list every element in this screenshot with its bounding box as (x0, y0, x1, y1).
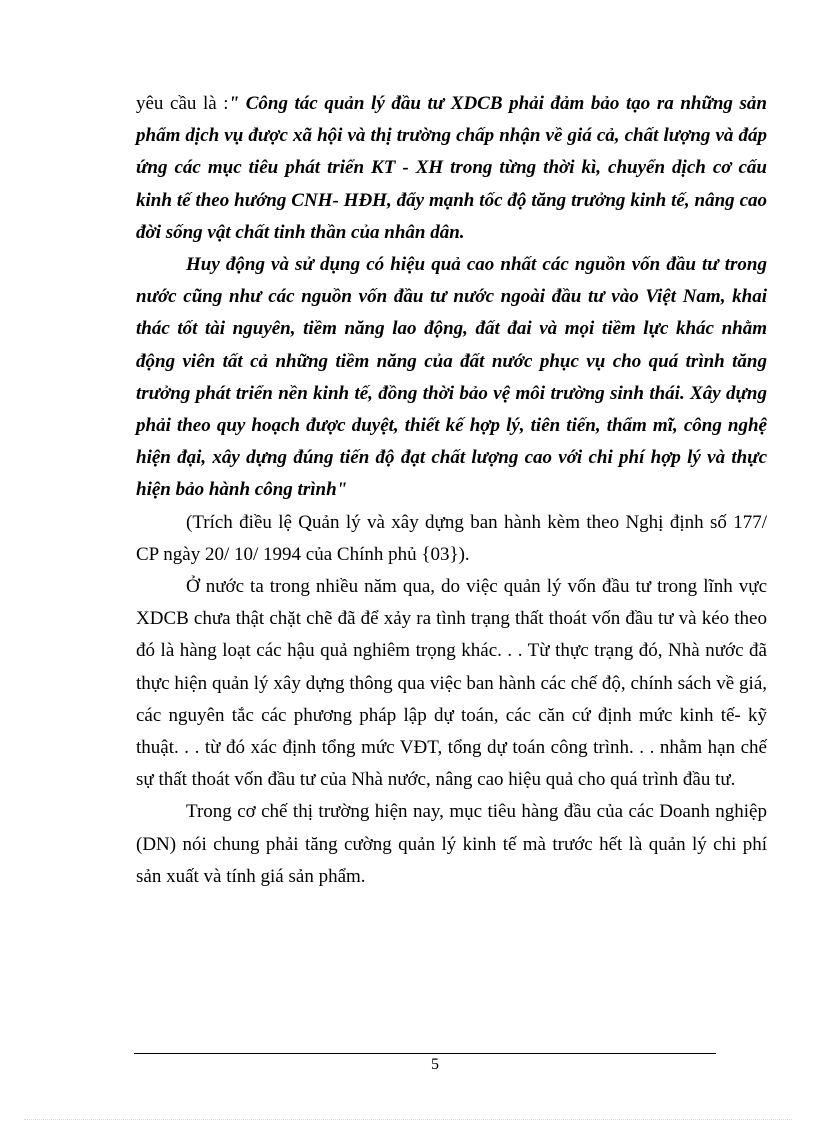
paragraph-body: Trong cơ chế thị trường hiện nay, mục tiêu hàng đầu của các Doanh nghiệp (DN) nói chung phải tăng cường quản lý kinh tế mà trước hết là quản lý chi phí sản xuất và tính giá sản phẩm. (136, 801, 767, 887)
paragraph-body: Ở nước ta trong nhiều năm qua, do việc quản lý vốn đầu tư trong lĩnh vực XDCB chưa thật chặt chẽ đã để xảy ra tình trạng thất thoát vốn đầu tư và kéo theo đó là hàng loạt các hậu quả nghiêm trọng khác. . . Từ thực trạng đó, Nhà nước đã thực hiện quản lý xây dựng thông qua việc ban hành các chế độ, chính sách về giá, các nguyên tắc các phương pháp lập dự toán, các căn cứ định mức kinh tế- kỹ thuật. . . từ đó xác định tổng mức VĐT, tổng dự toán công trình. . . nhằm hạn chế sự thất thoát vốn đầu tư của Nhà nước, nâng cao hiệu quả cho quá trình đầu tư. (136, 576, 767, 791)
paragraph-quote-intro (136, 88, 767, 249)
quoted-text: " Công tác quản lý đầu tư XDCB phải đảm bảo tạo ra những sản phẩm dịch vụ được xã hội và thị trường chấp nhận về giá cả, chất lượng và đáp ứng các mục tiêu phát triển KT - XH trong từng thời kì, chuyển dịch cơ cấu kinh tế theo hướng CNH- HĐH, đẩy mạnh tốc độ tăng trưởng kinh tế, nâng cao đời sống vật chất tinh thần của nhân dân. (136, 93, 767, 243)
paragraph-lead-text: yêu cầu là : (136, 93, 229, 114)
page-body (136, 88, 767, 893)
footer-rule (134, 1053, 716, 1054)
paragraph-citation: (Trích điều lệ Quản lý và xây dựng ban hành kèm theo Nghị định số 177/ CP ngày 20/ 10/ 1994 của Chính phủ {03}). (136, 511, 767, 565)
paragraph-quote-continued: Huy động và sử dụng có hiệu quả cao nhất các nguồn vốn đầu tư trong nước cũng như các nguồn vốn đầu tư nước ngoài đầu tư vào Việt Nam, khai thác tốt tài nguyên, tiềm năng lao động, đất đai và mọi tiềm lực khác nhằm động viên tất cả những tiềm năng của đất nước phục vụ cho quá trình tăng trưởng phát triển nền kinh tế, đồng thời bảo vệ môi trường sinh thái. Xây dựng phải theo quy hoạch được duyệt, thiết kế hợp lý, tiên tiến, thẩm mĩ, công nghệ hiện đại, xây dựng đúng tiến độ đạt chất lượng cao với chi phí hợp lý và thực hiện bảo hành công trình" (136, 254, 767, 501)
page-bottom-edge (24, 1119, 792, 1120)
page-number: 5 (431, 1056, 439, 1073)
